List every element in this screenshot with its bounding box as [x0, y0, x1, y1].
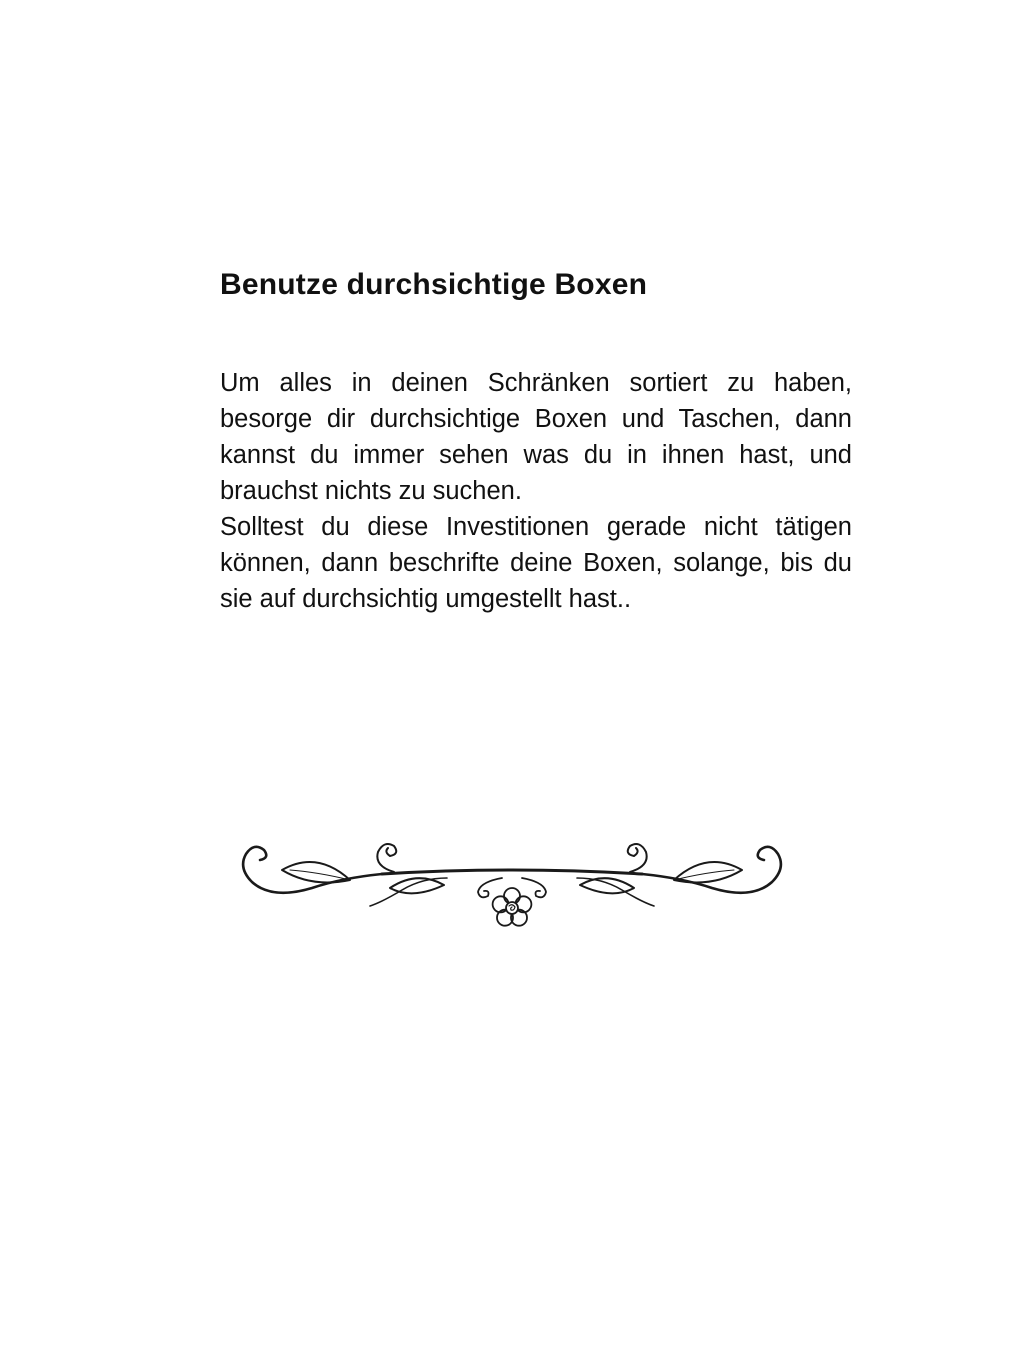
main-vine	[382, 870, 642, 874]
leaf-right-lower	[577, 878, 654, 906]
left-vine	[243, 847, 382, 893]
spiral-right-upper	[628, 844, 647, 872]
floral-divider-ornament	[232, 830, 792, 935]
body-text	[220, 365, 852, 617]
page-heading: Benutze durchsichtige Boxen	[220, 268, 648, 301]
right-vine	[642, 847, 781, 893]
flower	[493, 888, 532, 926]
spiral-left-lower	[478, 878, 502, 897]
spiral-left-upper	[377, 844, 396, 872]
spiral-right-lower	[522, 878, 546, 897]
paragraph-1: Um alles in deinen Schränken sortiert zu haben, besorge dir durchsichtige Boxen und Taschen, dann kannst du immer sehen was du in ihnen hast, und brauchst nichts zu suchen.	[220, 369, 852, 505]
paragraph-2: Solltest du diese Investitionen gerade nicht tätigen können, dann beschrifte deine Boxen, solange, bis du sie auf durchsichtig umgestellt hast..	[220, 513, 852, 613]
leaf-left-lower	[370, 878, 447, 906]
